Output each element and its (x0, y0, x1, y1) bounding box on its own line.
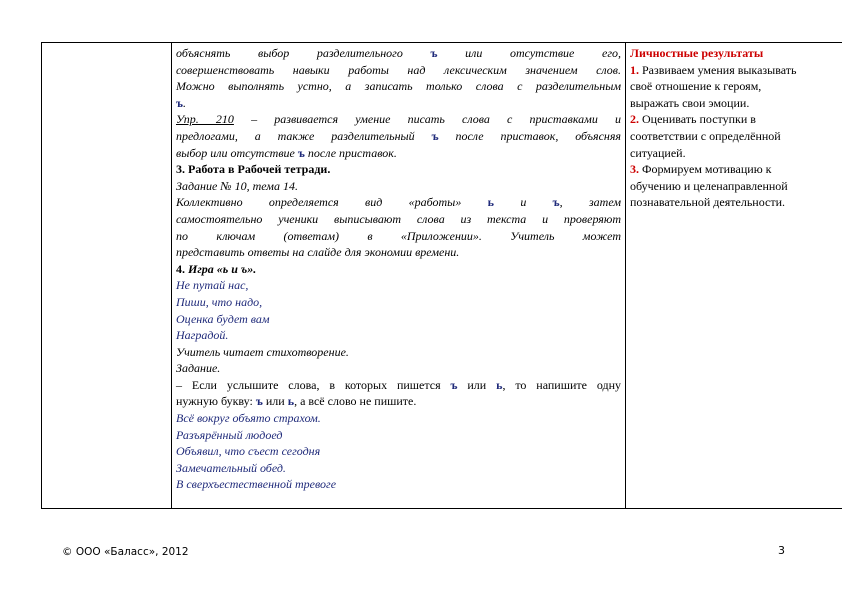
intro-line-2: совершенствовать навыки работы над лексическим значением слов. (176, 62, 621, 77)
task-line-1: – Если услышите слова, в которых пишется ъ или ь, то напишите одну (176, 377, 621, 392)
collective-line-3: по ключам (ответам) в «Приложении». Учитель может (176, 228, 621, 243)
task-reference: Задание № 10, тема 14. (176, 178, 298, 193)
task-label: Задание. (176, 361, 221, 376)
verse-line: Всё вокруг объято страхом. (176, 411, 321, 426)
exercise-line-3: выбор или отсутствие ъ после приставок. (176, 145, 397, 160)
personal-results-title: Личностные результаты (630, 46, 764, 60)
collective-line-1: Коллективно определяется вид «работы» ь и ъ, затем (176, 195, 622, 210)
verse-line: Разъярённый людоед (176, 427, 283, 442)
page-number: 3 (778, 544, 785, 557)
verse-line: Объявил, что съест сегодня (176, 444, 321, 459)
personal-results-cell (626, 43, 842, 509)
verse-line: В сверхъестественной тревоге (176, 477, 337, 492)
empty-cell (42, 43, 172, 509)
copyright-footer: © ООО «Баласс», 2012 (62, 546, 189, 558)
section-3-title: 3. Работа в Рабочей тетради. (176, 162, 331, 177)
lesson-content-cell (172, 43, 626, 509)
teacher-reads: Учитель читает стихотворение. (176, 344, 349, 359)
poem-line: Не путай нас, (176, 278, 249, 293)
collective-line-2: самостоятельно ученики выписывают слова из текста и проверяют (176, 211, 621, 226)
task-line-2: нужную букву: ъ или ь, а всё слово не пишите. (176, 394, 417, 409)
game-title: 4. Игра «ь и ъ». (176, 261, 257, 276)
poem-line: Оценка будет вам (176, 311, 270, 326)
intro-line-1: объяснять выбор разделительного ъ или отсутствие его, (176, 46, 622, 60)
intro-line-3: Можно выполнять устно, а записать только слова с разделительным (176, 79, 621, 94)
result-item: 1. Развиваем умения выказывать своё отношение к героям, выражать свои эмоции. (630, 62, 797, 110)
lesson-table (41, 42, 842, 509)
result-item: 2. Оценивать поступки в соответствии с определённой ситуацией. (630, 112, 781, 160)
verse-line: Замечательный обед. (176, 460, 286, 475)
poem-line: Пиши, что надо, (176, 294, 263, 309)
poem-line: Наградой. (176, 328, 229, 343)
collective-line-4: представить ответы на слайде для экономии времени. (176, 245, 460, 260)
intro-line-4: ъ. (176, 95, 186, 110)
exercise-line-1: Упр. 210 – развивается умение писать слова с приставками и (176, 112, 622, 127)
exercise-reference: Упр. 210 (176, 112, 234, 127)
exercise-line-2: предлогами, а также разделительный ъ после приставок, объясняя (176, 128, 622, 143)
result-item: 3. Формируем мотивацию к обучению и целенаправленной познавательной деятельности. (630, 162, 788, 210)
